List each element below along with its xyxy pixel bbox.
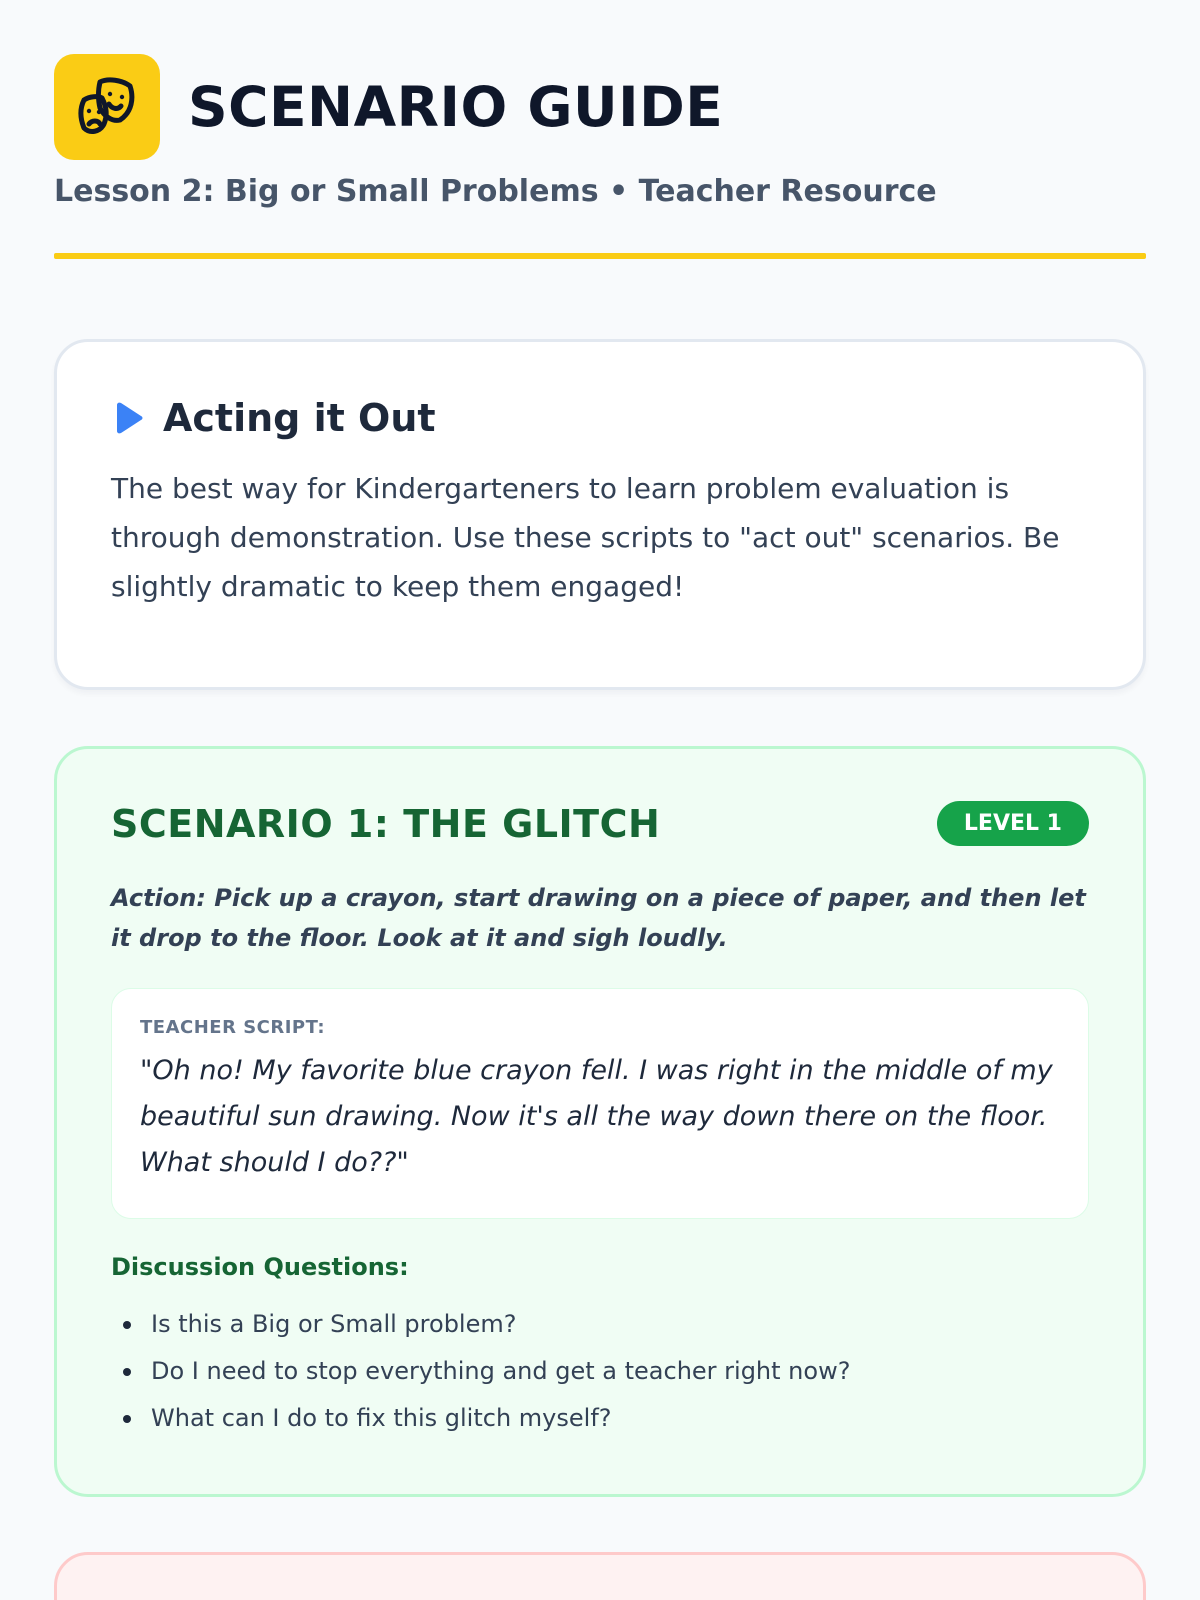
intro-heading-row (111, 396, 1089, 440)
scenario-card-1 (54, 746, 1146, 1497)
script-text: "Oh no! My favorite blue crayon fell. I was right in the middle of my beautiful sun drawing. Now it's all the way down there on the floor. What should I do??" (140, 1055, 1053, 1178)
list-item: Do I need to stop everything and get a teacher right now? (111, 1348, 1089, 1395)
scenario-action: Action: Pick up a crayon, start drawing on a piece of paper, and then let it drop to the floor. Look at it and sigh loudly. (111, 884, 1086, 952)
list-item: What can I do to fix this glitch myself? (111, 1395, 1089, 1442)
intro-card (54, 339, 1146, 690)
discussion-title: Discussion Questions: (111, 1253, 409, 1281)
level-badge: LEVEL 1 (937, 801, 1089, 846)
scenario-card-2 (54, 1552, 1146, 1600)
script-label: TEACHER SCRIPT: (140, 1017, 326, 1038)
header-row (54, 54, 1146, 160)
page-header (54, 54, 1146, 259)
scenario-title: SCENARIO 1: THE GLITCH (111, 801, 661, 846)
play-icon (111, 400, 147, 436)
page-title: SCENARIO GUIDE (188, 75, 724, 139)
scenario-heading-row (111, 801, 1089, 846)
discussion-list (111, 1301, 1089, 1442)
page-subtitle: Lesson 2: Big or Small Problems • Teacher Resource (54, 174, 937, 209)
intro-title: Acting it Out (163, 396, 436, 440)
intro-body: The best way for Kindergarteners to learn problem evaluation is through demonstration. Use these scripts to "act out" scenarios. Be slightly dramatic to keep them engaged! (111, 472, 1060, 603)
header-divider (54, 253, 1146, 259)
teacher-script-box (111, 988, 1089, 1219)
theater-masks-icon (54, 54, 160, 160)
list-item: Is this a Big or Small problem? (111, 1301, 1089, 1348)
